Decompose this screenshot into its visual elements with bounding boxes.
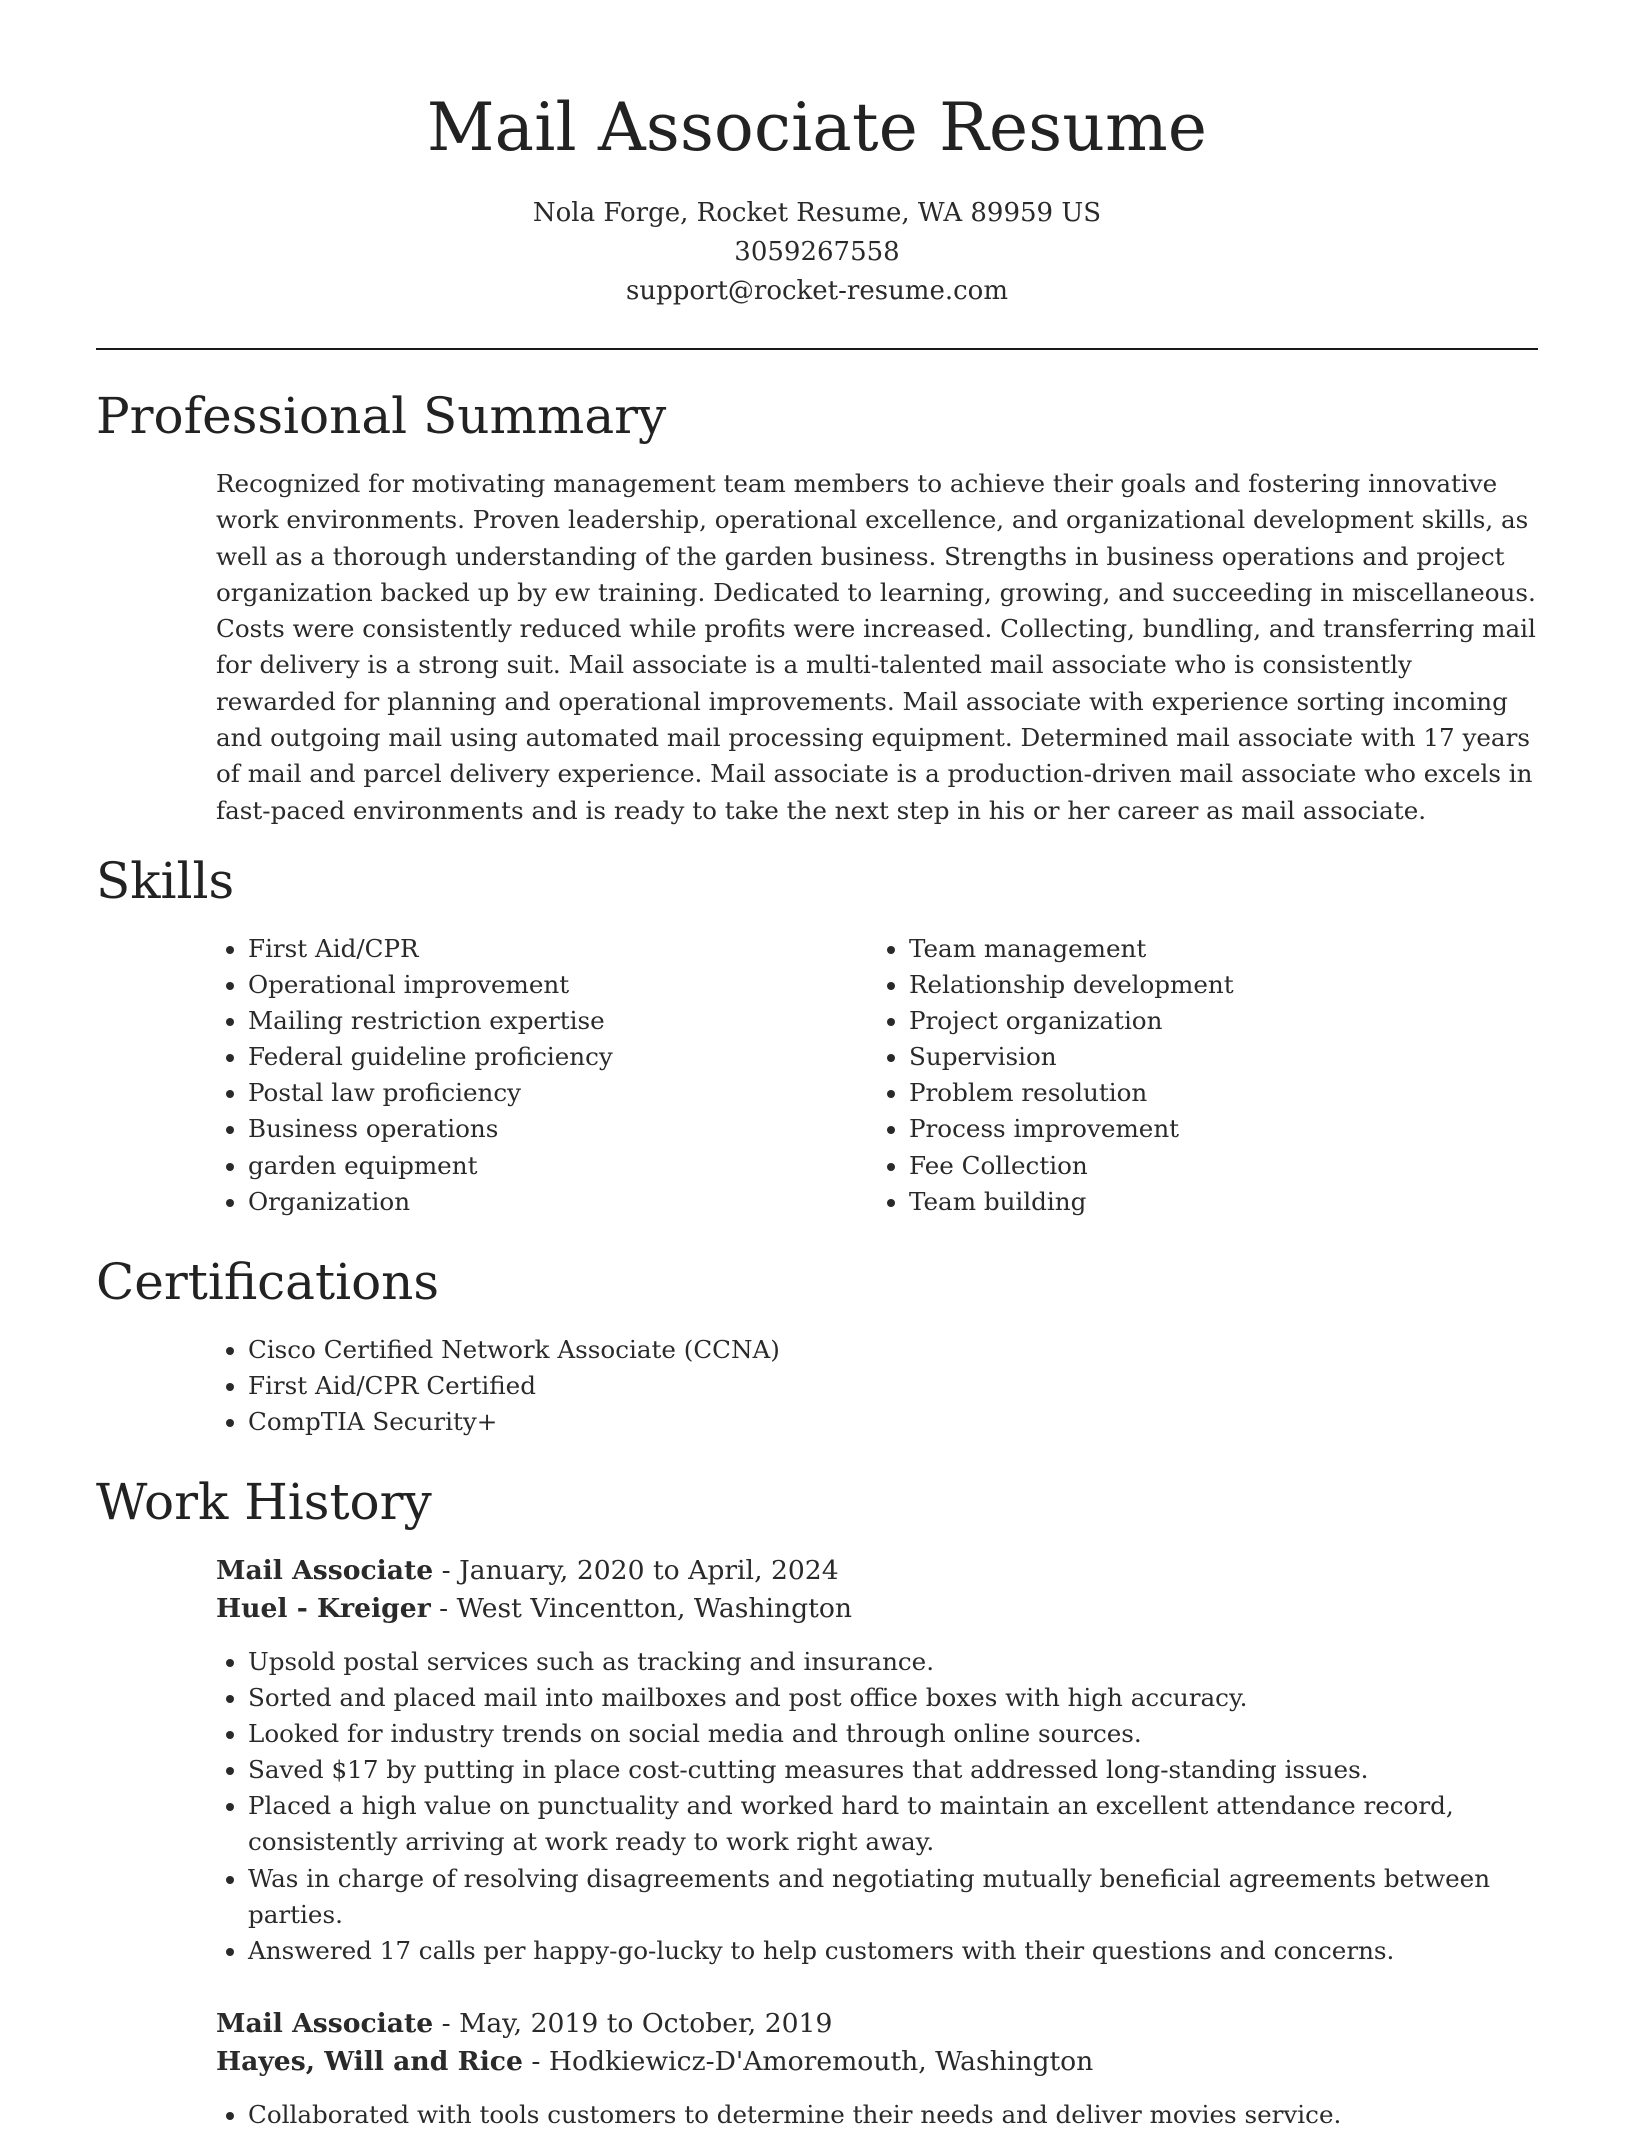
job-bullet: • Saved $17 by putting in place cost-cutting measures that addressed long-standing issues.	[248, 1752, 1538, 1788]
contact-email: support@rocket-resume.com	[625, 276, 1008, 306]
certification-item: • CompTIA Security+	[248, 1404, 1538, 1440]
skill-item: • Business operations	[248, 1111, 877, 1147]
certification-item: • First Aid/CPR Certified	[248, 1368, 1538, 1404]
skill-item: • Team management	[909, 931, 1538, 967]
skills-heading: Skills	[96, 851, 235, 910]
skill-item: • Relationship development	[909, 967, 1538, 1003]
certifications-list	[216, 1332, 1538, 1440]
skill-item: • garden equipment	[248, 1148, 877, 1184]
job-bullet: • Answered 17 calls per happy-go-lucky to help customers with their questions and concerns.	[248, 1933, 1538, 1969]
certifications-bullets	[216, 1332, 1538, 1440]
skill-item: • Organization	[248, 1184, 877, 1220]
summary-text: Recognized for motivating management team members to achieve their goals and fostering innovative work environments. Proven leadership, operational excellence, and organizational development skills, as well as a thorough understanding of the garden business. Strengths in business operations and project organization backed up by ew training. Dedicated to learning, growing, and succeeding in miscellaneous. Costs were consistently reduced while profits were increased. Collecting, bundling, and transferring mail for delivery is a strong suit. Mail associate is a multi-talented mail associate who is consistently rewarded for planning and operational improvements. Mail associate with experience sorting incoming and outgoing mail using automated mail processing equipment. Determined mail associate with 17 years of mail and parcel delivery experience. Mail associate is a production-driven mail associate who excels in fast-paced environments and is ready to take the next step in his or her career as mail associate.	[216, 469, 1536, 825]
summary-heading: Professional Summary	[96, 387, 667, 445]
job-company-line: Huel - Kreiger - West Vincentton, Washington	[216, 1593, 852, 1624]
skill-item: • Project organization	[909, 1003, 1538, 1039]
job-bullet: • Upsold postal services such as tracking and insurance.	[248, 1644, 1538, 1680]
contact-phone: 3059267558	[734, 237, 900, 267]
skill-item: • Operational improvement	[248, 967, 877, 1003]
skill-item: • First Aid/CPR	[248, 931, 877, 967]
skills-column-left	[216, 931, 877, 1220]
resume-page	[96, 0, 1538, 2129]
job-bullet: • Sorted and placed mail into mailboxes and post office boxes with high accuracy.	[248, 1680, 1538, 1716]
job-bullet: • Collaborated with tools customers to determine their needs and deliver movies service.	[248, 2097, 1538, 2133]
job-title: Mail Associate	[216, 1555, 434, 1586]
skill-item: • Process improvement	[909, 1111, 1538, 1147]
skill-item: • Supervision	[909, 1039, 1538, 1075]
job-title-line: Mail Associate - January, 2020 to April, 2024	[216, 1555, 839, 1586]
skill-item: • Fee Collection	[909, 1148, 1538, 1184]
work-history-heading: Work History	[96, 1473, 432, 1531]
skill-item: • Mailing restriction expertise	[248, 1003, 877, 1039]
job-location: West Vincentton, Washington	[456, 1593, 852, 1624]
contact-block	[96, 194, 1538, 311]
skill-item: • Team building	[909, 1184, 1538, 1220]
job-bullet: • Placed a high value on punctuality and worked hard to maintain an excellent attendance record, consistently arriving at work ready to work right away.	[248, 1788, 1538, 1860]
job-company: Hayes, Will and Rice	[216, 2045, 523, 2077]
header-divider	[96, 348, 1538, 350]
job-bullets	[216, 1644, 1538, 1969]
skill-item: • Federal guideline proficiency	[248, 1039, 877, 1075]
job-location: Hodkiewicz-D'Amoremouth, Washington	[548, 2045, 1094, 2077]
skill-item: • Problem resolution	[909, 1075, 1538, 1111]
job-bullet: • Looked for industry trends on social media and through online sources.	[248, 1716, 1538, 1752]
job-entry	[216, 1552, 1538, 1969]
job-title: Mail Associate	[216, 2007, 434, 2039]
job-bullets	[216, 2097, 1538, 2133]
skills-list	[216, 931, 1538, 1220]
skill-item: • Postal law proficiency	[248, 1075, 877, 1111]
job-dates: January, 2020 to April, 2024	[459, 1555, 839, 1586]
certifications-heading: Certifications	[96, 1252, 440, 1311]
skills-column-right	[877, 931, 1538, 1220]
certification-item: • Cisco Certified Network Associate (CCNA)	[248, 1332, 1538, 1368]
job-title-line: Mail Associate - May, 2019 to October, 2019	[216, 2007, 833, 2039]
job-bullet: • Was in charge of resolving disagreements and negotiating mutually beneficial agreements between parties.	[248, 1861, 1538, 1933]
job-entry	[216, 2005, 1538, 2133]
job-company-line: Hayes, Will and Rice - Hodkiewicz-D'Amoremouth, Washington	[216, 2045, 1094, 2077]
resume-title: Mail Associate Resume	[426, 89, 1208, 166]
contact-address: Nola Forge, Rocket Resume, WA 89959 US	[532, 198, 1102, 228]
job-company: Huel - Kreiger	[216, 1593, 431, 1624]
job-dates: May, 2019 to October, 2019	[459, 2007, 833, 2039]
